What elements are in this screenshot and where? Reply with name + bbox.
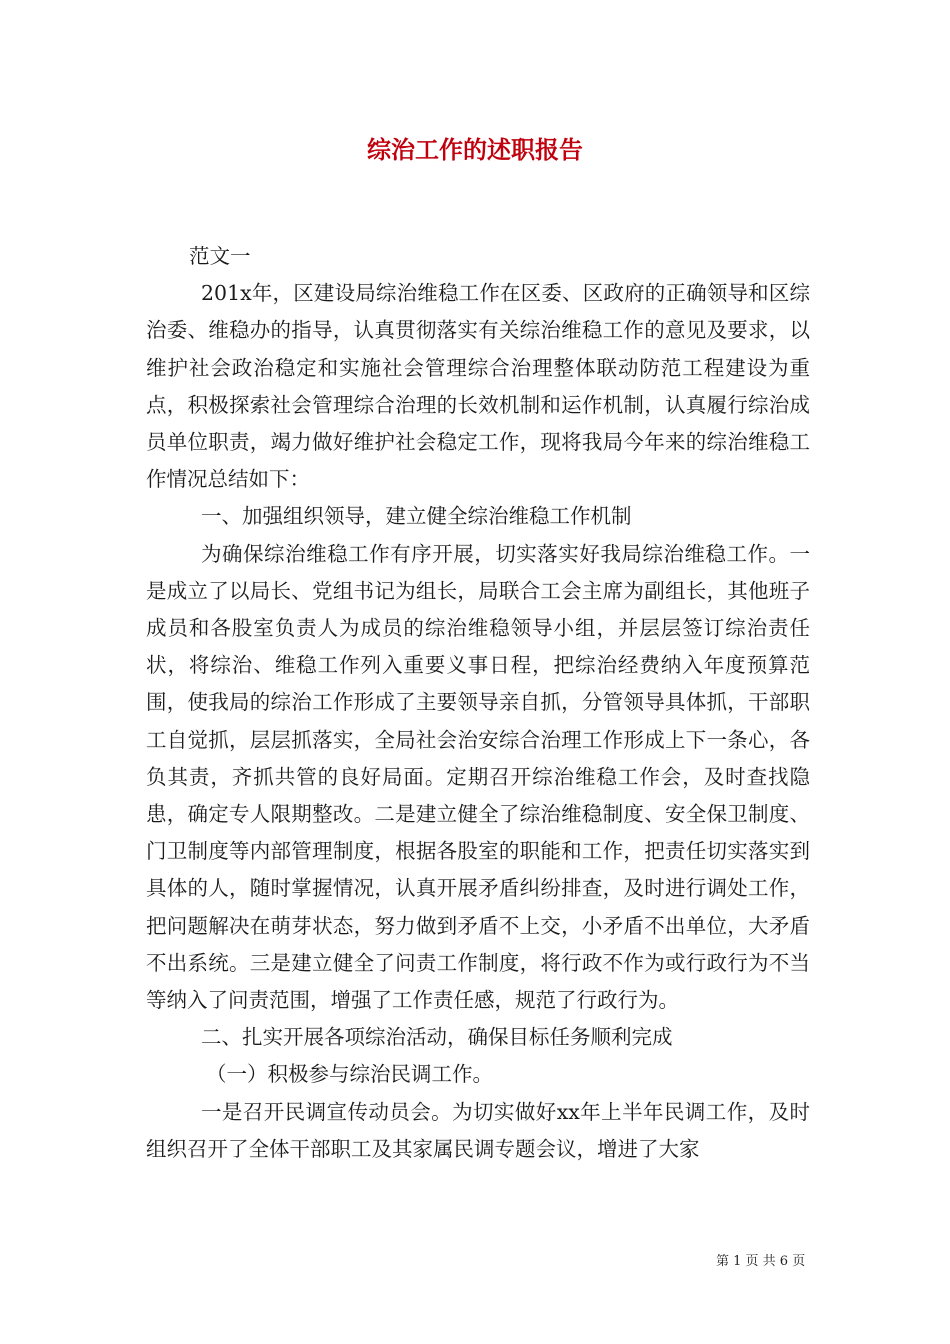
page-number: 第 1 页 共 6 页 [716, 1254, 806, 1269]
document-title: 综治工作的述职报告 [367, 135, 583, 164]
document-body [146, 238, 810, 1168]
section-heading-1: 一、加强组织领导，建立健全综治维稳工作机制 [201, 504, 632, 529]
sample-label: 范文一 [189, 244, 251, 268]
section-heading-2: 二、扎实开展各项综治活动，确保目标任务顺利完成 [201, 1025, 673, 1050]
paragraph-section-1: 为确保综治维稳工作有序开展，切实落实好我局综治维稳工作。一是成立了以局长、党组书记为组长，局联合工会主席为副组长，其他班子成员和各股室负责人为成员的综治维稳领导小组，并层层签订综治责任状，将综治、维稳工作列入重要义事日程，把综治经费纳入年度预算范围，使我局的综治工作形成了主要领导亲自抓，分管领导具体抓，干部职工自觉抓，层层抓落实，全局社会治安综合治理工作形成上下一条心，各负其责，齐抓共管的良好局面。定期召开综治维稳工作会，及时查找隐患，确定专人限期整改。二是建立健全了综治维稳制度、安全保卫制度、门卫制度等内部管理制度，根据各股室的职能和工作，把责任切实落实到具体的人，随时掌握情况，认真开展矛盾纠纷排查，及时进行调处工作，把问题解决在萌芽状态，努力做到矛盾不上交，小矛盾不出单位，大矛盾不出系统。三是建立健全了问责工作制度，将行政不作为或行政行为不当等纳入了问责范围，增强了工作责任感，规范了行政行为。 [146, 541, 810, 1013]
subsection-heading-1: （一）积极参与综治民调工作。 [206, 1062, 493, 1087]
paragraph-subsection-1: 一是召开民调宣传动员会。为切实做好xx年上半年民调工作，及时组织召开了全体干部职工及其家属民调专题会议，增进了大家 [146, 1099, 810, 1161]
paragraph-intro: 201x年，区建设局综治维稳工作在区委、区政府的正确领导和区综治委、维稳办的指导，认真贯彻落实有关综治维稳工作的意见及要求，以维护社会政治稳定和实施社会管理综合治理整体联动防范工程建设为重点，积极探索社会管理综合治理的长效机制和运作机制，认真履行综治成员单位职责，竭力做好维护社会稳定工作，现将我局今年来的综治维稳工作情况总结如下： [146, 281, 810, 492]
